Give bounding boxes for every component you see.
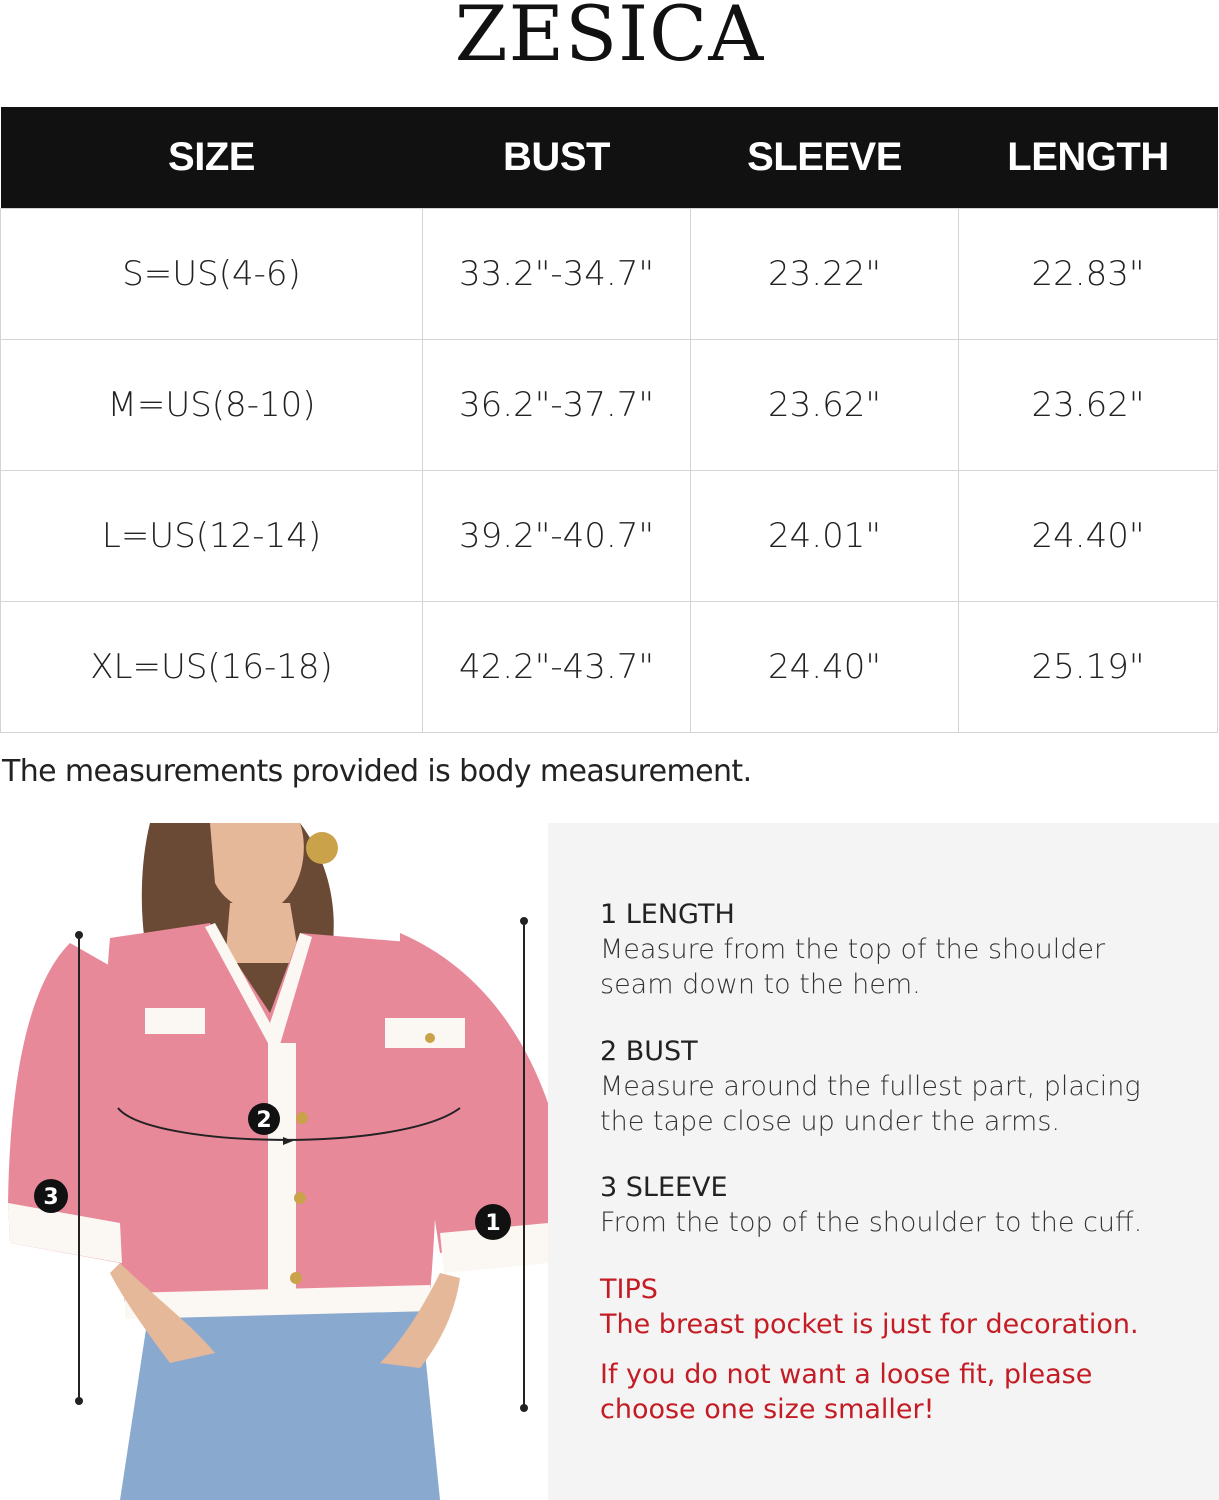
sleeve-cell: 24.01": [691, 470, 959, 601]
instruction-text: From the top of the shoulder to the cuff.: [600, 1207, 1143, 1238]
tips-title: TIPS: [600, 1274, 658, 1305]
instruction-sleeve: [600, 1171, 1180, 1240]
instruction-heading: 3 SLEEVE: [600, 1172, 728, 1203]
bust-cell: 36.2"-37.7": [423, 339, 691, 470]
length-cell: 23.62": [959, 339, 1218, 470]
instruction-bust: [600, 1035, 1180, 1139]
marker-3-label: 3: [43, 1185, 59, 1210]
model-photo: [0, 823, 548, 1500]
size-chart-header: [1, 107, 1218, 208]
marker-3: [34, 1179, 68, 1213]
line-endpoint: [75, 931, 83, 939]
line-endpoint: [75, 1397, 83, 1405]
earring-icon: [306, 832, 338, 864]
cardigan-illustration: [0, 823, 548, 1500]
button-icon: [296, 1112, 308, 1124]
marker-1: [475, 1204, 511, 1240]
marker-2: [248, 1103, 280, 1135]
measure-instructions-panel: [548, 823, 1219, 1500]
neck-shape: [225, 903, 300, 963]
size-cell: L=US(12-14): [1, 470, 423, 601]
sleeve-cell: 23.22": [691, 208, 959, 339]
sleeve-cell: 24.40": [691, 601, 959, 732]
size-cell: M=US(8-10): [1, 339, 423, 470]
length-cell: 24.40": [959, 470, 1218, 601]
header-length: LENGTH: [959, 107, 1218, 208]
left-pocket: [145, 1008, 205, 1034]
header-size: SIZE: [1, 107, 423, 208]
instruction-text: Measure around the fullest part, placing: [600, 1071, 1141, 1102]
length-cell: 22.83": [959, 208, 1218, 339]
instruction-heading: 2 BUST: [600, 1036, 698, 1067]
sleeve-cell: 23.62": [691, 339, 959, 470]
length-cell: 25.19": [959, 601, 1218, 732]
button-placket: [268, 1043, 296, 1303]
instruction-heading: 1 LENGTH: [600, 899, 735, 930]
button-icon: [290, 1272, 302, 1284]
tips-section: [600, 1273, 1180, 1427]
size-chart-table: [0, 107, 1218, 733]
button-icon: [294, 1192, 306, 1204]
tip-text: If you do not want a loose fit, please: [600, 1359, 1093, 1390]
tip-text: The breast pocket is just for decoration.: [600, 1309, 1139, 1340]
instruction-text: Measure from the top of the shoulder: [600, 934, 1106, 965]
marker-1-label: 1: [485, 1211, 501, 1236]
table-row: [1, 339, 1218, 470]
right-pocket: [385, 1018, 465, 1048]
header-bust: BUST: [423, 107, 691, 208]
instruction-text: seam down to the hem.: [600, 969, 921, 1000]
brand-logo: ZESICA: [454, 0, 765, 72]
table-row: [1, 601, 1218, 732]
size-cell: XL=US(16-18): [1, 601, 423, 732]
header-sleeve: SLEEVE: [691, 107, 959, 208]
line-endpoint: [520, 917, 528, 925]
marker-2-label: 2: [256, 1108, 272, 1133]
size-cell: S=US(4-6): [1, 208, 423, 339]
tip-text: choose one size smaller!: [600, 1394, 935, 1425]
bust-cell: 39.2"-40.7": [423, 470, 691, 601]
instruction-text: the tape close up under the arms.: [600, 1106, 1060, 1137]
instruction-length: [600, 898, 1180, 1002]
bust-cell: 33.2"-34.7": [423, 208, 691, 339]
line-endpoint: [520, 1404, 528, 1412]
table-row: [1, 208, 1218, 339]
bust-cell: 42.2"-43.7": [423, 601, 691, 732]
table-row: [1, 470, 1218, 601]
button-icon: [425, 1033, 435, 1043]
measurement-note: The measurements provided is body measurement.: [2, 754, 752, 789]
